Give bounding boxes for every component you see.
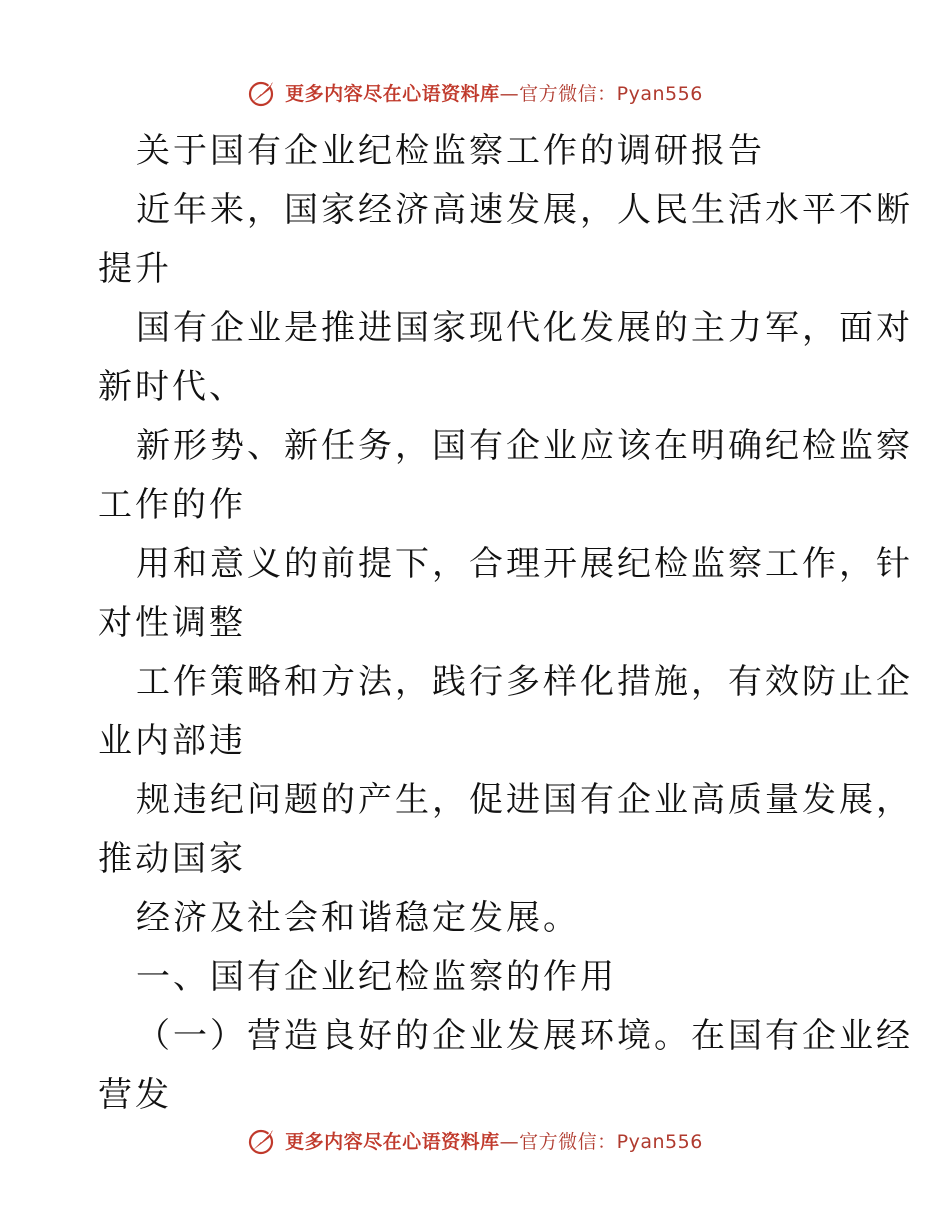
footer-watermark <box>0 1120 950 1160</box>
document-title: 关于国有企业纪检监察工作的调研报告 <box>136 131 765 171</box>
text-line: 规违纪问题的产生，促进国有企业高质量发展， <box>136 780 913 820</box>
quill-logo-icon <box>247 1124 279 1156</box>
text-line: 对性调整 <box>98 603 246 643</box>
quill-logo-icon <box>247 76 279 108</box>
watermark-dash: — <box>499 1130 520 1153</box>
text-line: 提升 <box>98 249 172 289</box>
text-line: 新形势、新任务，国有企业应该在明确纪检监察 <box>136 426 913 466</box>
text-line: 工作的作 <box>98 485 246 525</box>
text-line: 新时代、 <box>98 367 246 407</box>
text-line: 工作策略和方法，践行多样化措施，有效防止企 <box>136 662 913 702</box>
text-line: 经济及社会和谐稳定发展。 <box>136 898 580 938</box>
watermark-main: 更多内容尽在心语资料库 <box>285 82 500 105</box>
text-line: 营发 <box>98 1075 172 1115</box>
text-line: 近年来，国家经济高速发展，人民生活水平不断 <box>136 190 913 230</box>
document-body <box>98 122 913 1125</box>
text-line: 推动国家 <box>98 839 246 879</box>
text-line: 国有企业是推进国家现代化发展的主力军，面对 <box>136 308 913 348</box>
text-line: （一）营造良好的企业发展环境。在国有企业经 <box>136 1016 913 1056</box>
header-watermark <box>0 72 950 112</box>
watermark-text <box>285 1127 703 1154</box>
watermark-sub: 官方微信：Pyan556 <box>519 1130 703 1153</box>
watermark-text <box>285 79 703 106</box>
text-line: 用和意义的前提下，合理开展纪检监察工作，针 <box>136 544 913 584</box>
text-line: 业内部违 <box>98 721 246 761</box>
text-line: 一、国有企业纪检监察的作用 <box>136 957 617 997</box>
watermark-sub: 官方微信：Pyan556 <box>519 82 703 105</box>
watermark-main: 更多内容尽在心语资料库 <box>285 1130 500 1153</box>
watermark-dash: — <box>499 82 520 105</box>
